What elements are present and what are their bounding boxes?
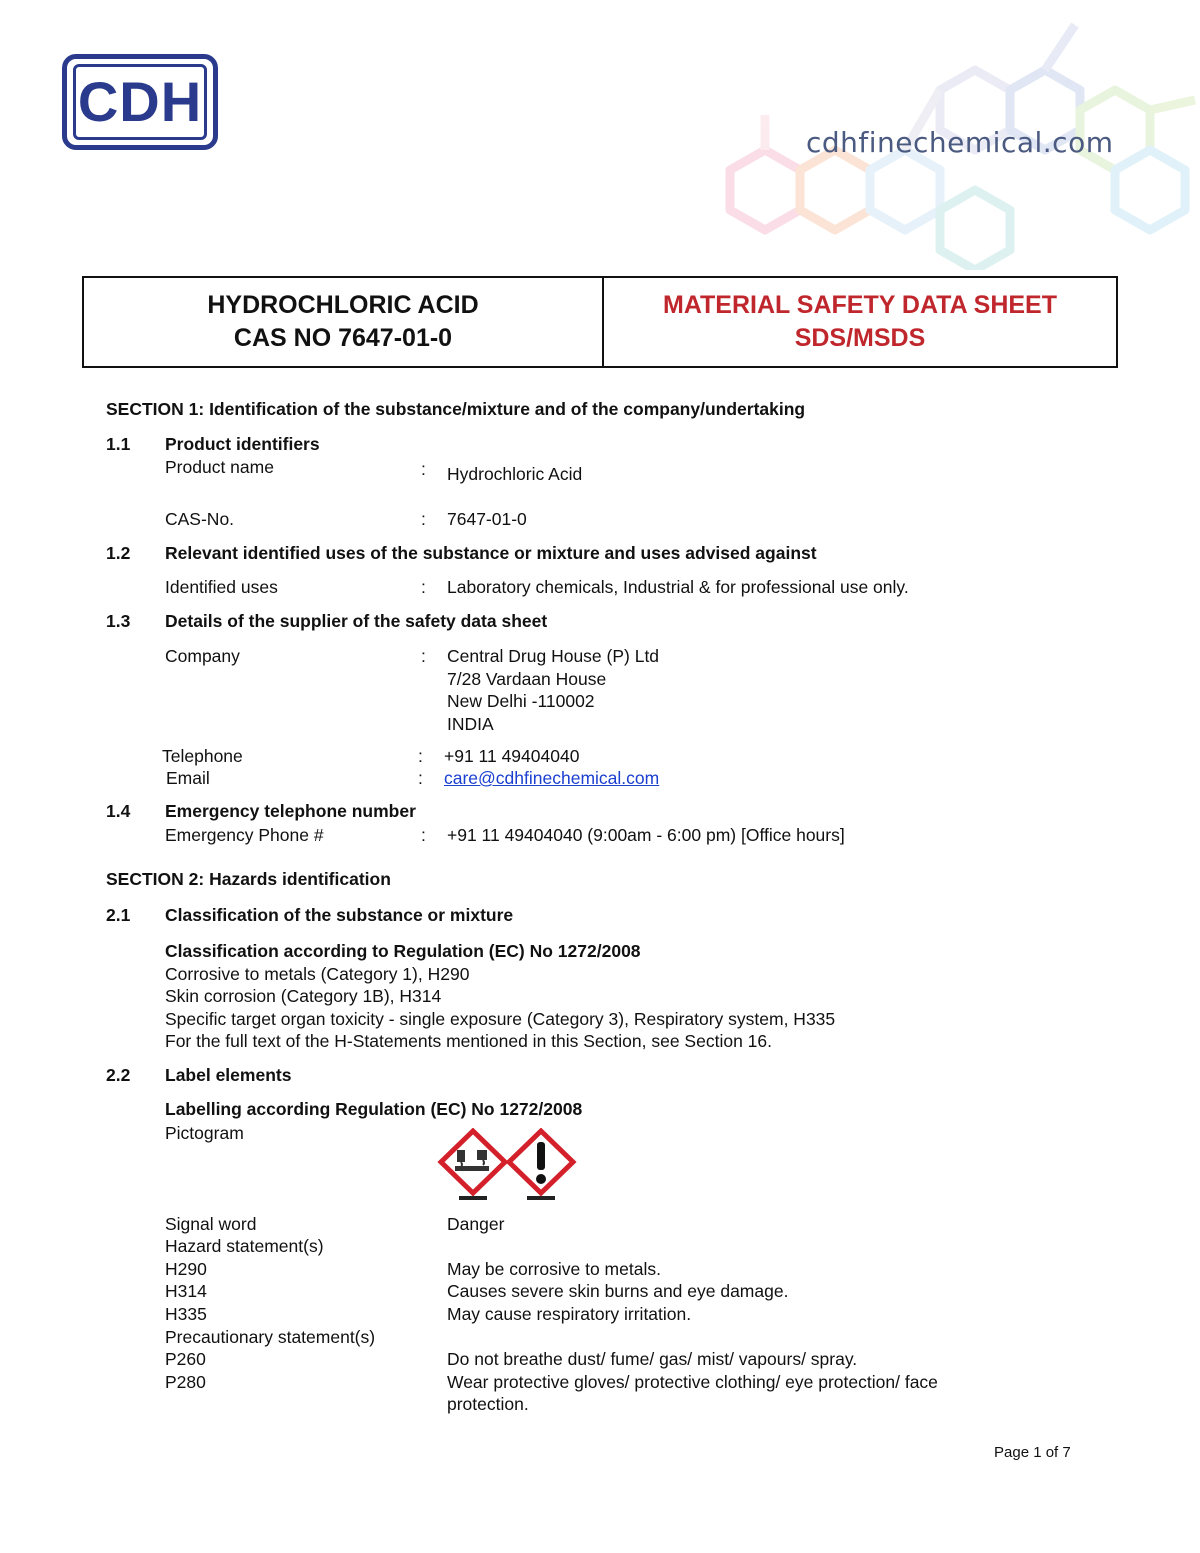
product-name-label: Product name — [165, 457, 274, 477]
website-url: cdhfinechemical.com — [806, 126, 1114, 159]
subsection-number: 1.4 — [106, 801, 131, 821]
classification-line: Specific target organ toxicity - single exposure (Category 3), Respiratory system, H335 — [165, 1009, 836, 1029]
email-link[interactable]: care@cdhfinechemical.com — [444, 768, 660, 788]
company-address-line: INDIA — [447, 714, 494, 734]
hazard-code: H314 — [165, 1281, 207, 1301]
hazard-code: H335 — [165, 1304, 207, 1324]
pictogram-label: Pictogram — [165, 1123, 244, 1143]
company-address-line: 7/28 Vardaan House — [447, 669, 607, 689]
subsection-title: Product identifiers — [165, 434, 320, 454]
telephone-value: +91 11 49404040 — [444, 746, 580, 766]
subsection-title: Relevant identified uses of the substance or mixture and uses advised against — [165, 543, 817, 563]
precaution-text-continued: protection. — [447, 1394, 529, 1414]
subsection-number: 2.1 — [106, 905, 131, 925]
hazard-statements-label: Hazard statement(s) — [165, 1236, 324, 1256]
identified-uses-value: Laboratory chemicals, Industrial & for professional use only. — [447, 577, 909, 597]
colon: : — [421, 459, 426, 479]
identified-uses-label: Identified uses — [165, 577, 278, 597]
telephone-label: Telephone — [162, 746, 243, 766]
subsection-number: 1.1 — [106, 434, 131, 454]
signal-word-value: Danger — [447, 1214, 505, 1234]
emergency-phone-label: Emergency Phone # — [165, 825, 324, 845]
section-1-heading: SECTION 1: Identification of the substance/mixture and of the company/undertaking — [106, 399, 806, 419]
document-title-cell — [604, 278, 1116, 366]
colon: : — [418, 746, 423, 766]
classification-line: Corrosive to metals (Category 1), H290 — [165, 964, 470, 984]
classification-line: For the full text of the H-Statements mentioned in this Section, see Section 16. — [165, 1031, 772, 1051]
emergency-phone-value: +91 11 49404040 (9:00am - 6:00 pm) [Office hours] — [447, 825, 845, 845]
hazard-text: Causes severe skin burns and eye damage. — [447, 1281, 789, 1301]
colon: : — [421, 646, 426, 666]
hazard-code: H290 — [165, 1259, 207, 1279]
subsection-title: Label elements — [165, 1065, 292, 1085]
labelling-heading: Labelling according Regulation (EC) No 1272/2008 — [165, 1099, 583, 1119]
precaution-code: P260 — [165, 1349, 206, 1369]
company-label: Company — [165, 646, 240, 666]
cas-title: CAS NO 7647-01-0 — [233, 324, 453, 352]
document-subtitle: SDS/MSDS — [794, 324, 926, 352]
subsection-title: Classification of the substance or mixture — [165, 905, 514, 925]
colon: : — [421, 577, 426, 597]
precaution-code: P280 — [165, 1372, 206, 1392]
title-box — [82, 276, 1118, 368]
colon: : — [418, 768, 423, 788]
exclamation-mark-icon — [509, 1131, 573, 1193]
document-title: MATERIAL SAFETY DATA SHEET — [663, 291, 1057, 319]
hazard-text: May be corrosive to metals. — [447, 1259, 661, 1279]
page-number: Page 1 of 7 — [994, 1444, 1071, 1461]
signal-word-label: Signal word — [165, 1214, 257, 1234]
colon: : — [421, 509, 426, 529]
logo-text: CDH — [73, 64, 207, 140]
cas-label: CAS-No. — [165, 509, 235, 529]
cas-value: 7647-01-0 — [447, 509, 527, 529]
precaution-text: Do not breathe dust/ fume/ gas/ mist/ vapours/ spray. — [447, 1349, 858, 1369]
product-title-cell — [84, 278, 604, 366]
subsection-number: 1.3 — [106, 611, 131, 631]
company-logo — [62, 54, 218, 150]
classification-heading: Classification according to Regulation (EC) No 1272/2008 — [165, 941, 641, 961]
product-name-value: Hydrochloric Acid — [447, 464, 583, 484]
precaution-text: Wear protective gloves/ protective clothing/ eye protection/ face — [447, 1372, 938, 1392]
classification-line: Skin corrosion (Category 1B), H314 — [165, 986, 442, 1006]
company-address-line: Central Drug House (P) Ltd — [447, 646, 660, 666]
subsection-number: 2.2 — [106, 1065, 131, 1085]
hazard-text: May cause respiratory irritation. — [447, 1304, 692, 1324]
company-address-line: New Delhi -110002 — [447, 691, 595, 711]
section-2-heading: SECTION 2: Hazards identification — [106, 869, 391, 889]
precautionary-statements-label: Precautionary statement(s) — [165, 1327, 376, 1347]
colon: : — [421, 825, 426, 845]
subsection-title: Emergency telephone number — [165, 801, 416, 821]
subsection-number: 1.2 — [106, 543, 131, 563]
hazard-pictograms — [437, 1128, 579, 1202]
subsection-title: Details of the supplier of the safety data sheet — [165, 611, 548, 631]
email-label: Email — [166, 768, 210, 788]
product-title: HYDROCHLORIC ACID — [207, 291, 479, 319]
corrosion-icon — [441, 1131, 505, 1193]
